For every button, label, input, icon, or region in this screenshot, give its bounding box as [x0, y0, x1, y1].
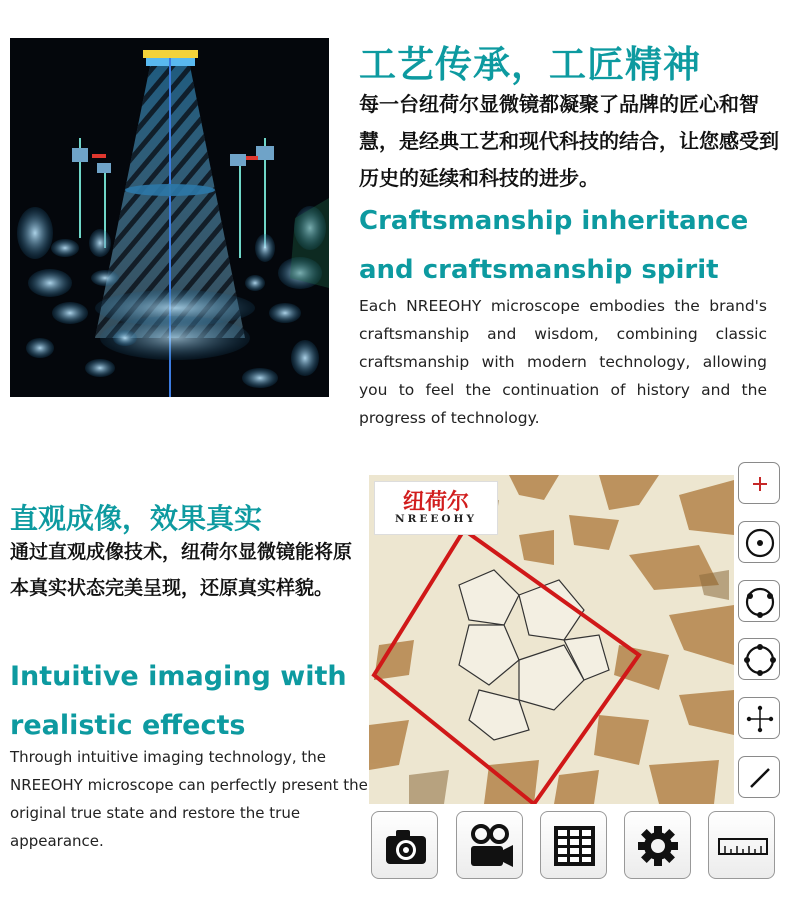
settings-button[interactable] — [624, 811, 691, 879]
brand-logo — [374, 481, 498, 535]
grid-icon — [541, 812, 608, 880]
plus-crosshair-icon — [739, 463, 781, 505]
section1-body-cn: 每一台纽荷尔显微镜都凝聚了品牌的匠心和智慧，是经典工艺和现代科技的结合，让您感受到历史的延续和科技的进步。 — [359, 92, 779, 190]
camera-button[interactable] — [371, 811, 438, 879]
line-measure-button[interactable] — [738, 756, 780, 798]
line-measure-icon — [739, 757, 781, 799]
video-button[interactable] — [456, 811, 523, 879]
ruler-icon — [709, 812, 776, 880]
brand-name-cn: 纽荷尔 — [402, 489, 469, 515]
section2-title-en: Intuitive imaging with realistic effects — [10, 661, 347, 741]
circle-center-button[interactable] — [738, 521, 780, 563]
cross-point-icon — [739, 698, 781, 740]
optical-path-illustration — [10, 38, 329, 397]
section2-body-cn: 通过直观成像技术，纽荷尔显微镜能将原本真实状态完美呈现，还原真实样貌。 — [10, 541, 353, 599]
section2-body-en: Through intuitive imaging technology, the NREEOHY microscope can perfectly present the original true state and restore the true appearance. — [10, 748, 368, 850]
section2-title-cn: 直观成像，效果真实 — [10, 502, 263, 535]
section1-title-en: Craftsmanship inheritance and craftsmanship spirit — [359, 206, 749, 285]
circle-three-point-icon — [739, 581, 781, 623]
circle-four-point-icon — [739, 639, 781, 681]
video-camera-icon — [457, 812, 524, 880]
section1-title-cn: 工艺传承，工匠精神 — [359, 43, 701, 86]
camera-icon — [372, 812, 439, 880]
grid-button[interactable] — [540, 811, 607, 879]
brand-name-en: NREEOHY — [395, 513, 477, 525]
section1-body-en: Each NREEOHY microscope embodies the brand's craftsmanship and wisdom, combining classic craftsmanship with modern technology, allowing you to feel the continuation of history and the progress of technology. — [359, 297, 767, 427]
ruler-button[interactable] — [708, 811, 775, 879]
cross-point-button[interactable] — [738, 697, 780, 739]
plus-crosshair-button[interactable] — [738, 462, 780, 504]
optical-path-graphic — [10, 38, 329, 397]
settings-gear-icon — [625, 812, 692, 880]
circle-three-point-button[interactable] — [738, 580, 780, 622]
circle-four-point-button[interactable] — [738, 638, 780, 680]
circle-center-icon — [739, 522, 781, 564]
